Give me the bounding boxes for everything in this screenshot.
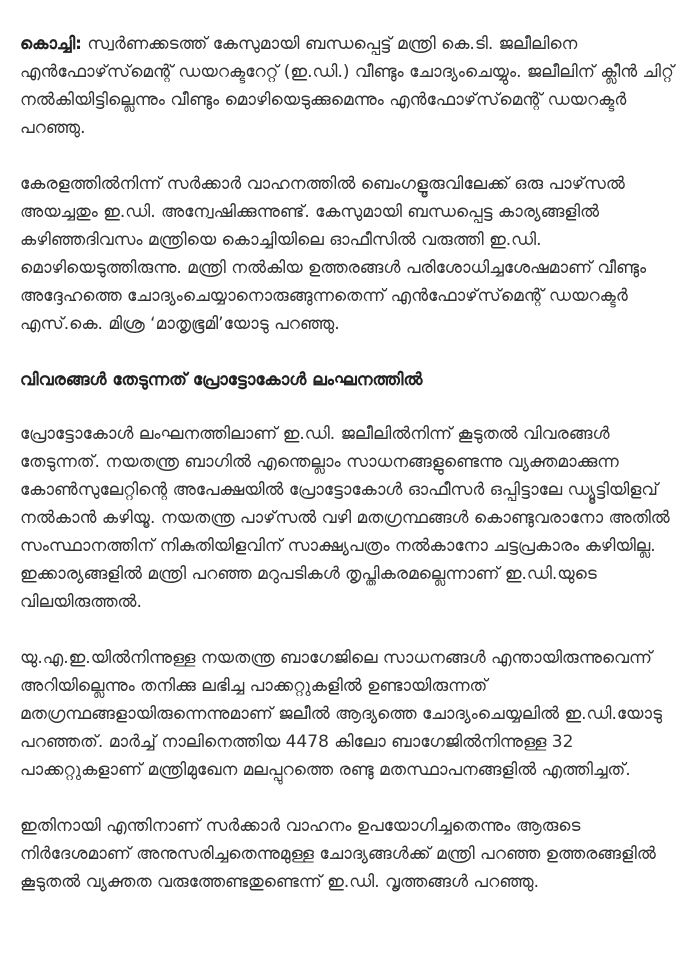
article-paragraph: യു.എ.ഇ.യിൽനിന്നുള്ള നയതന്ത്ര ബാഗേജിലെ സാധനങ്ങൾ എന്തായിരുന്നുവെന്ന് അറിയില്ലെന്നും തനിക്കു ലഭിച്ച പാക്കറ്റുകളിൽ ഉണ്ടായിരുന്നത് മതഗ്രന്ഥങ്ങളായിരുന്നെന്നുമാണ് ജലീൽ ആദ്യത്തെ ചോദ്യംചെയ്യലിൽ ഇ.ഡി.യോടു പറഞ്ഞത്. മാർച്ച് നാലിനെത്തിയ 4478 കിലോ ബാഗേജിൽനിന്നുള്ള 32 പാക്കറ്റുകളാണ് മന്ത്രിമുഖേന മലപ്പുറത്തെ രണ്ടു മതസ്ഥാപനങ്ങളിൽ എത്തിച്ചത്. bbox=[20, 648, 662, 780]
article-paragraph: പ്രോട്ടോകോൾ ലംഘനത്തിലാണ് ഇ.ഡി. ജലീലിൽനിന്ന് കൂടുതൽ വിവരങ്ങൾ തേടുന്നത്. നയതന്ത്ര ബാഗിൽ എന്തെല്ലാം സാധനങ്ങളുണ്ടെന്നു വ്യക്തമാക്കുന്ന കോൺസുലേറ്റിന്റെ അപേക്ഷയിൽ പ്രോട്ടോകോൾ ഓഫീസർ ഒപ്പിട്ടാലേ ഡ്യൂട്ടിയിളവ് നൽകാൻ കഴിയൂ. നയതന്ത്ര പാഴ്‌സൽ വഴി മതഗ്രന്ഥങ്ങൾ കൊണ്ടുവരാനോ അതിൽ സംസ്ഥാനത്തിന് നികുതിയിളവിന് സാക്ഷ്യപത്രം നൽകാനോ ചട്ടപ്രകാരം കഴിയില്ല. ഇക്കാര്യങ്ങളിൽ മന്ത്രി പറഞ്ഞ മറുപടികൾ തൃപ്തികരമല്ലെന്നാണ് ഇ.ഡി.യുടെ വിലയിരുത്തൽ. bbox=[20, 424, 670, 612]
article-paragraph: ഇതിനായി എന്തിനാണ് സർക്കാർ വാഹനം ഉപയോഗിച്ചതെന്നും ആരുടെ നിർദേശമാണ് അനുസരിച്ചതെന്നുമുള്ള ചോദ്യങ്ങൾക്ക് മന്ത്രി പറഞ്ഞ ഉത്തരങ്ങളിൽ കൂടുതൽ വ്യക്തത വരുത്തേണ്ടതുണ്ടെന്ന് ഇ.ഡി. വൃത്തങ്ങൾ പറഞ്ഞു. bbox=[20, 816, 656, 892]
lead-text: സ്വർണക്കടത്ത് കേസുമായി ബന്ധപ്പെട്ട് മന്ത്രി കെ.ടി. ജലീലിനെ എൻഫോഴ്‌സ്‌മെന്റ് ഡയറക്ടറേറ്റ് (ഇ.ഡി.) വീണ്ടും ചോദ്യംചെയ്യും. ജലീലിന് ക്ലീൻ ചിറ്റ് നൽകിയിട്ടില്ലെന്നും വീണ്ടും മൊഴിയെടുക്കുമെന്നും എൻഫോഴ്‌സ്‌മെന്റ് ഡയറക്ടർ പറഞ്ഞു. bbox=[20, 34, 674, 138]
section-subheading: വിവരങ്ങൾ തേടുന്നത് പ്രോട്ടോകോൾ ലംഘനത്തിൽ bbox=[20, 370, 423, 390]
dateline: കൊച്ചി: bbox=[20, 34, 82, 54]
article-paragraph-lead bbox=[20, 30, 678, 142]
article-paragraph: കേരളത്തിൽനിന്ന് സർക്കാർ വാഹനത്തിൽ ബെംഗളൂരുവിലേക്ക് ഒരു പാഴ്‌സൽ അയച്ചതും ഇ.ഡി. അന്വേഷിക്കുന്നുണ്ട്. കേസുമായി ബന്ധപ്പെട്ട കാര്യങ്ങളിൽ കഴിഞ്ഞദിവസം മന്ത്രിയെ കൊച്ചിയിലെ ഓഫീസിൽ വരുത്തി ഇ.ഡി. മൊഴിയെടുത്തിരുന്നു. മന്ത്രി നൽകിയ ഉത്തരങ്ങൾ പരിശോധിച്ചശേഷമാണ് വീണ്ടും അദ്ദേഹത്തെ ചോദ്യംചെയ്യാനൊരുങ്ങുന്നതെന്ന് എൻഫോഴ്‌സ്‌മെന്റ് ഡയറക്ടർ എസ്.കെ. മിശ്ര ‘മാതൃഭൂമി’യോടു പറഞ്ഞു. bbox=[20, 174, 647, 334]
